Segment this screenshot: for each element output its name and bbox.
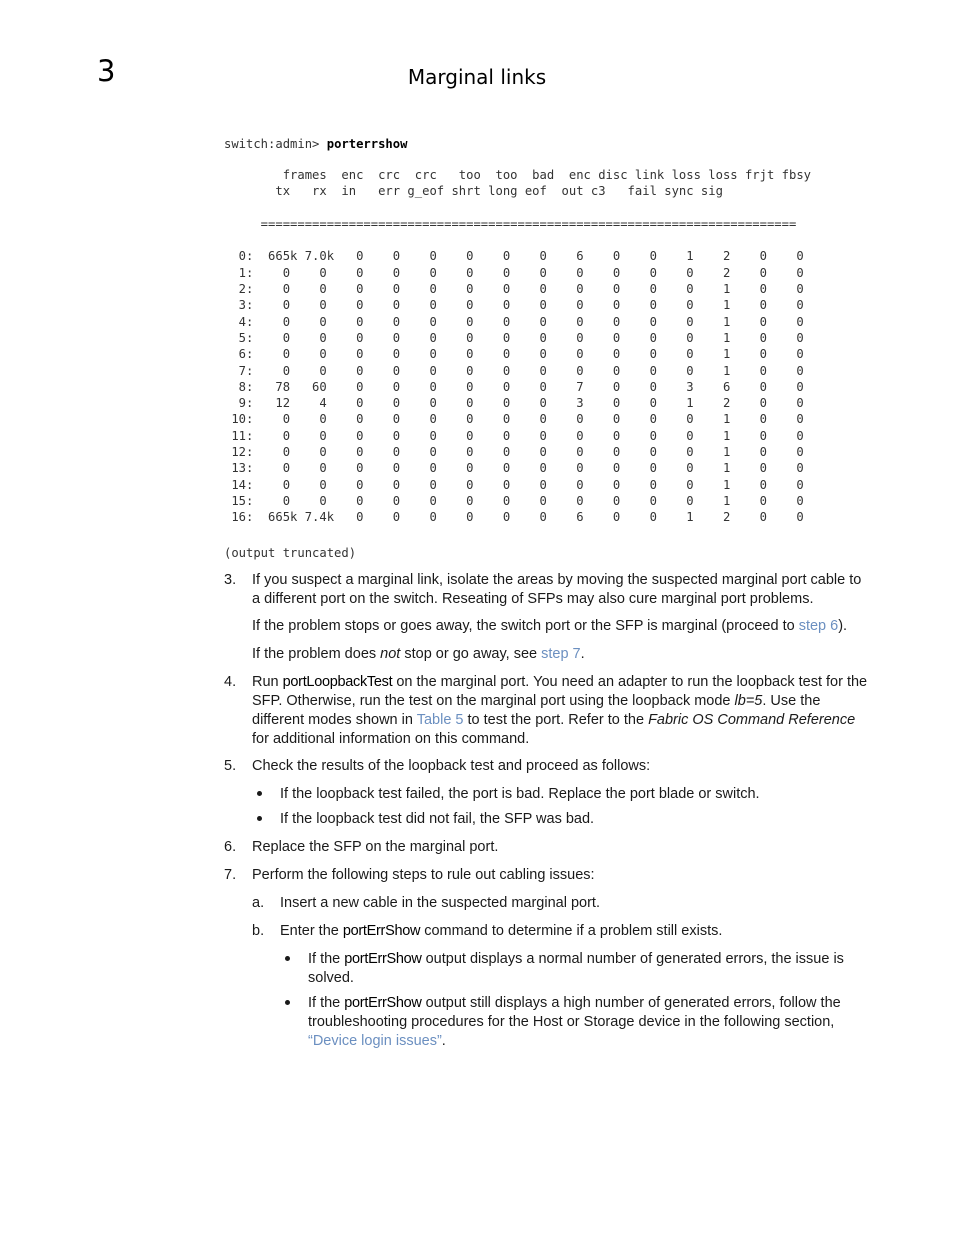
bullet-1-pre: If the — [308, 951, 345, 967]
step-6-link[interactable]: step 6 — [798, 618, 839, 634]
step-5-bullet-1: If the loopback test failed, the port is bad. Replace the port blade or switch. — [280, 786, 760, 802]
substep-b-text — [280, 922, 870, 941]
chapter-number: 3 — [97, 54, 116, 88]
porterrshow-command: portErrShow — [344, 951, 422, 967]
step-3-see-mid: stop or go away, see — [400, 646, 542, 662]
step-5-bullet-2: If the loopback test did not fail, the SFP was bad. — [280, 811, 595, 827]
step-4-body-2: . Use the different modes shown in — [252, 693, 821, 728]
bullet-icon — [285, 1000, 290, 1005]
substep-b-bullet-1 — [308, 950, 868, 988]
command-reference-title: Fabric OS Command Reference — [648, 712, 856, 728]
device-login-issues-link[interactable]: “Device login issues” — [308, 1033, 442, 1049]
step-5-text: Check the results of the loopback test and proceed as follows: — [252, 758, 651, 774]
step-3-number: 3. — [224, 572, 237, 588]
step-4-body-1: on the marginal port. You need an adapter to run the loopback test for the SFP. Otherwise, run the test on the marginal port using the loopback mode — [252, 674, 868, 709]
prompt-text: switch:admin> — [224, 137, 320, 151]
substep-a-text: Insert a new cable in the suspected marginal port. — [280, 895, 600, 911]
substep-b-post: command to determine if a problem still exists. — [420, 923, 723, 939]
substep-b-pre: Enter the — [280, 923, 343, 939]
step-3-see-end: . — [580, 646, 585, 662]
step-6-number: 6. — [224, 839, 237, 855]
bullet-icon — [257, 816, 262, 821]
step-7-number: 7. — [224, 867, 237, 883]
step-3-proceed-end: ). — [838, 618, 848, 634]
porterrshow-command: portErrShow — [344, 995, 422, 1011]
porterrshow-command: portErrShow — [342, 923, 421, 939]
step-7-text: Perform the following steps to rule out cabling issues: — [252, 867, 595, 883]
substep-b-number: b. — [252, 923, 265, 939]
step-4-body-4: for additional information on this command. — [252, 731, 530, 747]
step-4-body-3: to test the port. Refer to the — [463, 712, 649, 728]
step-3-proceed-para — [252, 617, 872, 636]
step-5-number: 5. — [224, 758, 237, 774]
step-6-text: Replace the SFP on the marginal port. — [252, 839, 499, 855]
step-3-see-text: If the problem does — [252, 646, 381, 662]
step-3-see-para — [252, 645, 872, 664]
step-3-text: If you suspect a marginal link, isolate the areas by moving the suspected marginal port cable to a different port on the switch. Reseating of SFPs may also cure marginal port problems. — [252, 572, 862, 607]
bullet-1-post: output displays a normal number of generated errors, the issue is solved. — [308, 951, 844, 986]
step-3-proceed-text: If the problem stops or goes away, the switch port or the SFP is marginal (proceed to — [252, 618, 799, 634]
substep-b-bullet-2 — [308, 994, 868, 1051]
command-prompt-line — [224, 136, 407, 152]
loopback-mode: lb=5 — [734, 693, 763, 709]
command-text: porterrshow — [326, 137, 408, 151]
bullet-icon — [285, 956, 290, 961]
emphasis-not: not — [380, 646, 401, 662]
bullet-2-post: output still displays a high number of generated errors, follow the troubleshooting procedures for the Host or Storage device in the following section, — [308, 995, 841, 1030]
output-truncated-note: (output truncated) — [224, 546, 357, 560]
porterrshow-output: frames enc crc crc too too bad enc disc link loss loss frjt fbsy tx rx in err g_eof shrt long eof out c3 fail sync sig ========================================================================= 0: 665k 7.0k 0 0 0 0 0 0 6 0 0 1 2 0 0 1: 0 0 0 0 0 0 0 0 0 0 0 0 2 0 0 2: 0 0 0 0 0 0 0 0 0 0 0 0 1 0 0 3: 0 0 0 0 0 0 0 0 0 0 0 0 1 0 0 4: 0 0 0 0 0 0 0 0 0 0 0 0 1 0 0 5: 0 0 0 0 0 0 0 0 0 0 0 0 1 0 0 6: 0 0 0 0 0 0 0 0 0 0 0 0 1 0 0 7: 0 0 0 0 0 0 0 0 0 0 0 0 1 0 0 8: 78 60 0 0 0 0 0 0 7 0 0 3 6 0 0 9: 12 4 0 0 0 0 0 0 3 0 0 1 2 0 0 10: 0 0 0 0 0 0 0 0 0 0 0 0 1 0 0 11: 0 0 0 0 0 0 0 0 0 0 0 0 1 0 0 12: 0 0 0 0 0 0 0 0 0 0 0 0 1 0 0 13: 0 0 0 0 0 0 0 0 0 0 0 0 1 0 0 14: 0 0 0 0 0 0 0 0 0 0 0 0 1 0 0 15: 0 0 0 0 0 0 0 0 0 0 0 0 1 0 0 16: 665k 7.4k 0 0 0 0 0 0 6 0 0 1 2 0 0 — [231, 168, 811, 525]
page-title: Marginal links — [407, 65, 547, 89]
table-5-link[interactable]: Table 5 — [416, 712, 464, 728]
bullet-2-end: . — [441, 1033, 446, 1049]
portloopbacktest-command: portLoopbackTest — [282, 674, 393, 690]
step-4-number: 4. — [224, 674, 237, 690]
bullet-2-pre: If the — [308, 995, 345, 1011]
step-7-link[interactable]: step 7 — [541, 646, 581, 662]
bullet-icon — [257, 791, 262, 796]
step-4-text — [252, 673, 870, 749]
step-4-run: Run — [252, 674, 283, 690]
substep-a-number: a. — [252, 895, 265, 911]
